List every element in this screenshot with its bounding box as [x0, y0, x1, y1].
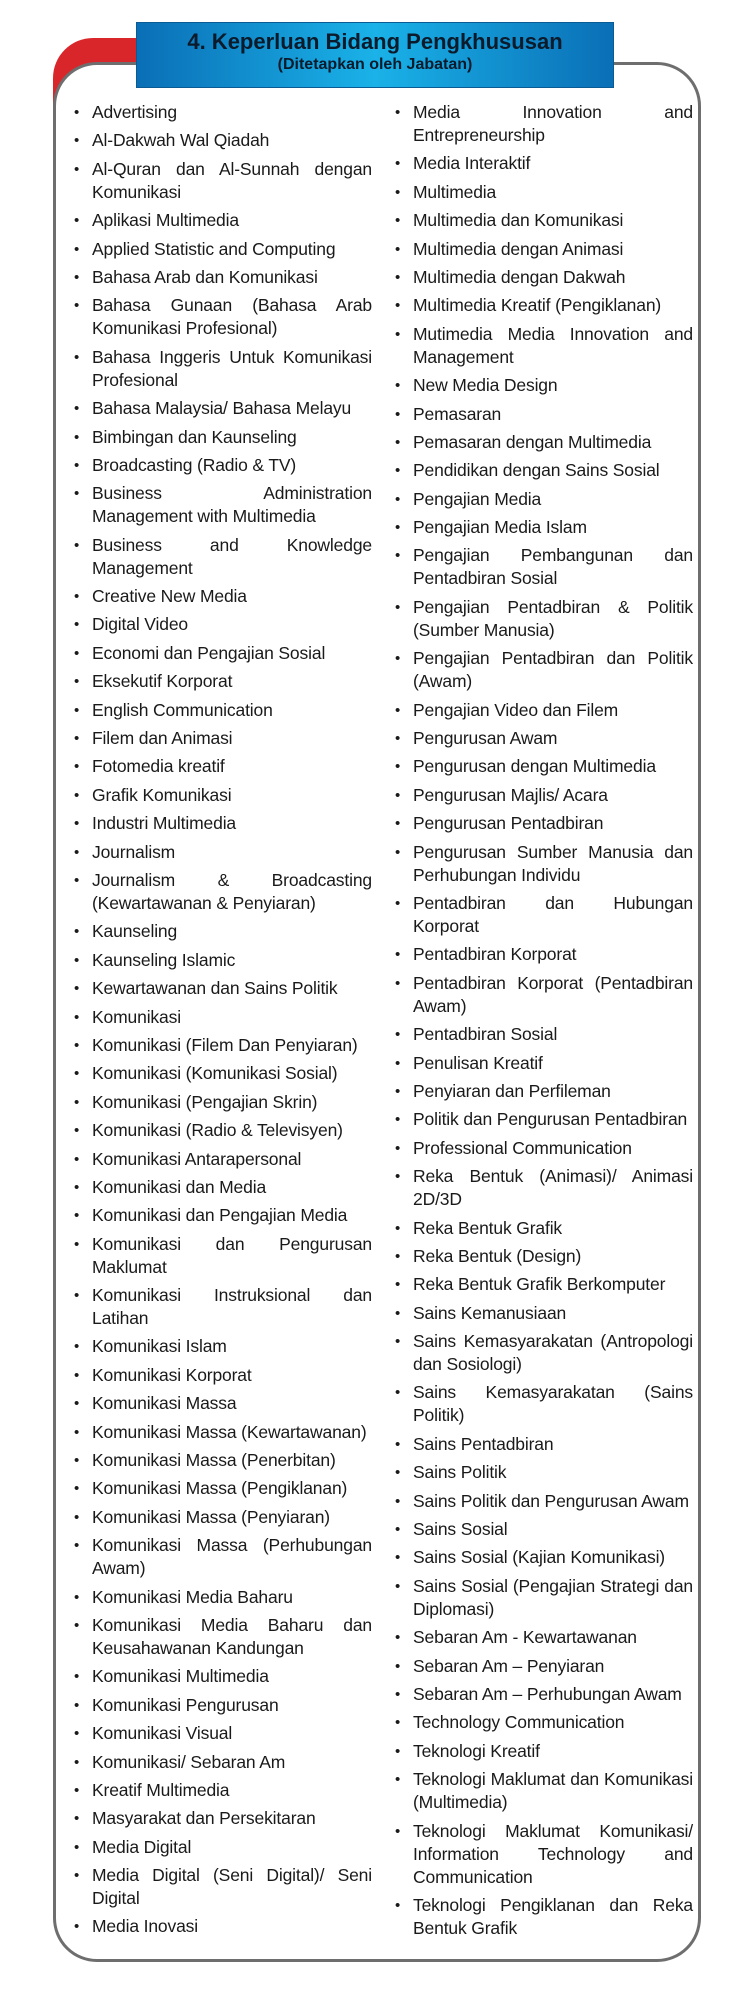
list-item: • Sains Politik: [395, 1461, 693, 1484]
list-item: • Bahasa Gunaan (Bahasa Arab Komunikasi Profesional): [74, 294, 372, 340]
list-item: • Komunikasi dan Pengajian Media: [74, 1204, 372, 1227]
list-item: • Media Digital (Seni Digital)/ Seni Digital: [74, 1864, 372, 1910]
list-item: • Bahasa Malaysia/ Bahasa Melayu: [74, 397, 372, 420]
list-item: • Komunikasi (Pengajian Skrin): [74, 1091, 372, 1114]
list-item: • Sains Kemasyarakatan (Antropologi dan Sosiologi): [395, 1330, 693, 1376]
list-item: • Aplikasi Multimedia: [74, 209, 372, 232]
list-item: • Sains Sosial (Kajian Komunikasi): [395, 1546, 693, 1569]
page-title: 4. Keperluan Bidang Pengkhususan: [187, 29, 563, 54]
list-item: • Pengurusan dengan Multimedia: [395, 755, 693, 778]
list-item: • Media Digital: [74, 1836, 372, 1859]
list-item: • Sebaran Am - Kewartawanan: [395, 1626, 693, 1649]
list-item: • Filem dan Animasi: [74, 727, 372, 750]
list-item: • Masyarakat dan Persekitaran: [74, 1807, 372, 1830]
list-item: • Multimedia Kreatif (Pengiklanan): [395, 294, 693, 317]
list-item: • Teknologi Maklumat dan Komunikasi (Multimedia): [395, 1768, 693, 1814]
list-item: • Kreatif Multimedia: [74, 1779, 372, 1802]
list-item: • Kewartawanan dan Sains Politik: [74, 977, 372, 1000]
list-item: • Grafik Komunikasi: [74, 784, 372, 807]
list-item: • Pengajian Pentadbiran dan Politik (Awam): [395, 647, 693, 693]
list-item: • Komunikasi/ Sebaran Am: [74, 1751, 372, 1774]
list-item: • Bimbingan dan Kaunseling: [74, 426, 372, 449]
left-column-list: [74, 101, 372, 1944]
list-item: • Al-Quran dan Al-Sunnah dengan Komunikasi: [74, 158, 372, 204]
list-item: • Media Innovation and Entrepreneurship: [395, 101, 693, 147]
list-item: • Reka Bentuk (Animasi)/ Animasi 2D/3D: [395, 1165, 693, 1211]
list-item: • Teknologi Kreatif: [395, 1740, 693, 1763]
list-item: • Eksekutif Korporat: [74, 670, 372, 693]
list-item: • Pentadbiran Korporat (Pentadbiran Awam): [395, 972, 693, 1018]
list-item: • Applied Statistic and Computing: [74, 238, 372, 261]
list-item: • Pengurusan Sumber Manusia dan Perhubungan Individu: [395, 841, 693, 887]
list-item: • Bahasa Arab dan Komunikasi: [74, 266, 372, 289]
list-item: • Multimedia dengan Animasi: [395, 238, 693, 261]
list-item: • Komunikasi (Radio & Televisyen): [74, 1119, 372, 1142]
list-item: • Komunikasi Multimedia: [74, 1665, 372, 1688]
list-item: • Pentadbiran Sosial: [395, 1023, 693, 1046]
list-item: • Media Interaktif: [395, 152, 693, 175]
list-item: • Reka Bentuk (Design): [395, 1245, 693, 1268]
list-item: • Penulisan Kreatif: [395, 1052, 693, 1075]
list-item: • Sains Sosial: [395, 1518, 693, 1541]
list-item: • Pengurusan Pentadbiran: [395, 812, 693, 835]
list-item: • Kaunseling Islamic: [74, 949, 372, 972]
list-item: • Reka Bentuk Grafik Berkomputer: [395, 1273, 693, 1296]
list-item: • Media Inovasi: [74, 1915, 372, 1938]
list-item: • Pengajian Media Islam: [395, 516, 693, 539]
list-item: • Creative New Media: [74, 585, 372, 608]
list-item: • Komunikasi Antarapersonal: [74, 1148, 372, 1171]
list-item: • Multimedia dengan Dakwah: [395, 266, 693, 289]
list-item: • Politik dan Pengurusan Pentadbiran: [395, 1108, 693, 1131]
list-item: • English Communication: [74, 699, 372, 722]
list-item: • Advertising: [74, 101, 372, 124]
list-item: • Pengajian Video dan Filem: [395, 699, 693, 722]
right-column-list: [395, 101, 693, 1945]
list-item: • Sebaran Am – Penyiaran: [395, 1655, 693, 1678]
list-item: • Multimedia: [395, 181, 693, 204]
list-item: • Kaunseling: [74, 920, 372, 943]
list-item: • Komunikasi Islam: [74, 1335, 372, 1358]
list-item: • Business and Knowledge Management: [74, 534, 372, 580]
list-item: • Komunikasi Massa (Pengiklanan): [74, 1477, 372, 1500]
list-item: • Sains Kemasyarakatan (Sains Politik): [395, 1381, 693, 1427]
list-item: • Fotomedia kreatif: [74, 755, 372, 778]
list-item: • Komunikasi Massa (Perhubungan Awam): [74, 1534, 372, 1580]
list-item: • Komunikasi Media Baharu dan Keusahawanan Kandungan: [74, 1614, 372, 1660]
list-item: • Teknologi Maklumat Komunikasi/ Information Technology and Communication: [395, 1820, 693, 1889]
list-item: • Komunikasi (Filem Dan Penyiaran): [74, 1034, 372, 1057]
list-item: • Komunikasi Massa (Kewartawanan): [74, 1421, 372, 1444]
list-item: • Pengajian Pentadbiran & Politik (Sumber Manusia): [395, 596, 693, 642]
list-item: • Mutimedia Media Innovation and Management: [395, 323, 693, 369]
list-item: • Teknologi Pengiklanan dan Reka Bentuk Grafik: [395, 1894, 693, 1940]
list-item: • Professional Communication: [395, 1137, 693, 1160]
header-banner: [136, 22, 614, 88]
list-item: • Broadcasting (Radio & TV): [74, 454, 372, 477]
list-item: • Pengurusan Awam: [395, 727, 693, 750]
list-item: • Pentadbiran Korporat: [395, 943, 693, 966]
list-item: • Komunikasi Massa (Penyiaran): [74, 1506, 372, 1529]
page-subtitle: (Ditetapkan oleh Jabatan): [277, 56, 473, 73]
list-item: • Economi dan Pengajian Sosial: [74, 642, 372, 665]
list-item: • Pengajian Pembangunan dan Pentadbiran Sosial: [395, 544, 693, 590]
list-item: • Komunikasi Massa: [74, 1392, 372, 1415]
list-item: • Penyiaran dan Perfileman: [395, 1080, 693, 1103]
list-item: • Pemasaran dengan Multimedia: [395, 431, 693, 454]
list-item: • Sebaran Am – Perhubungan Awam: [395, 1683, 693, 1706]
list-item: • Journalism: [74, 841, 372, 864]
list-item: • Komunikasi dan Pengurusan Maklumat: [74, 1233, 372, 1279]
list-item: • Komunikasi Media Baharu: [74, 1586, 372, 1609]
list-item: • Komunikasi Korporat: [74, 1364, 372, 1387]
list-item: • Pengurusan Majlis/ Acara: [395, 784, 693, 807]
list-item: • Komunikasi Instruksional dan Latihan: [74, 1284, 372, 1330]
list-item: • Komunikasi dan Media: [74, 1176, 372, 1199]
list-item: • Reka Bentuk Grafik: [395, 1217, 693, 1240]
list-item: • Technology Communication: [395, 1711, 693, 1734]
list-item: • Komunikasi Massa (Penerbitan): [74, 1449, 372, 1472]
list-item: • Pemasaran: [395, 403, 693, 426]
list-item: • Komunikasi Pengurusan: [74, 1694, 372, 1717]
list-item: • New Media Design: [395, 374, 693, 397]
list-item: • Pendidikan dengan Sains Sosial: [395, 459, 693, 482]
list-item: • Pentadbiran dan Hubungan Korporat: [395, 892, 693, 938]
list-item: • Komunikasi (Komunikasi Sosial): [74, 1062, 372, 1085]
list-item: • Komunikasi Visual: [74, 1722, 372, 1745]
list-item: • Business Administration Management with Multimedia: [74, 482, 372, 528]
list-item: • Industri Multimedia: [74, 812, 372, 835]
list-item: • Journalism & Broadcasting (Kewartawanan & Penyiaran): [74, 869, 372, 915]
list-item: • Sains Pentadbiran: [395, 1433, 693, 1456]
list-item: • Sains Sosial (Pengajian Strategi dan Diplomasi): [395, 1575, 693, 1621]
list-item: • Komunikasi: [74, 1006, 372, 1029]
list-item: • Pengajian Media: [395, 488, 693, 511]
list-item: • Sains Kemanusiaan: [395, 1302, 693, 1325]
list-item: • Digital Video: [74, 613, 372, 636]
list-item: • Al-Dakwah Wal Qiadah: [74, 129, 372, 152]
list-item: • Multimedia dan Komunikasi: [395, 209, 693, 232]
list-item: • Sains Politik dan Pengurusan Awam: [395, 1490, 693, 1513]
list-item: • Bahasa Inggeris Untuk Komunikasi Profesional: [74, 346, 372, 392]
